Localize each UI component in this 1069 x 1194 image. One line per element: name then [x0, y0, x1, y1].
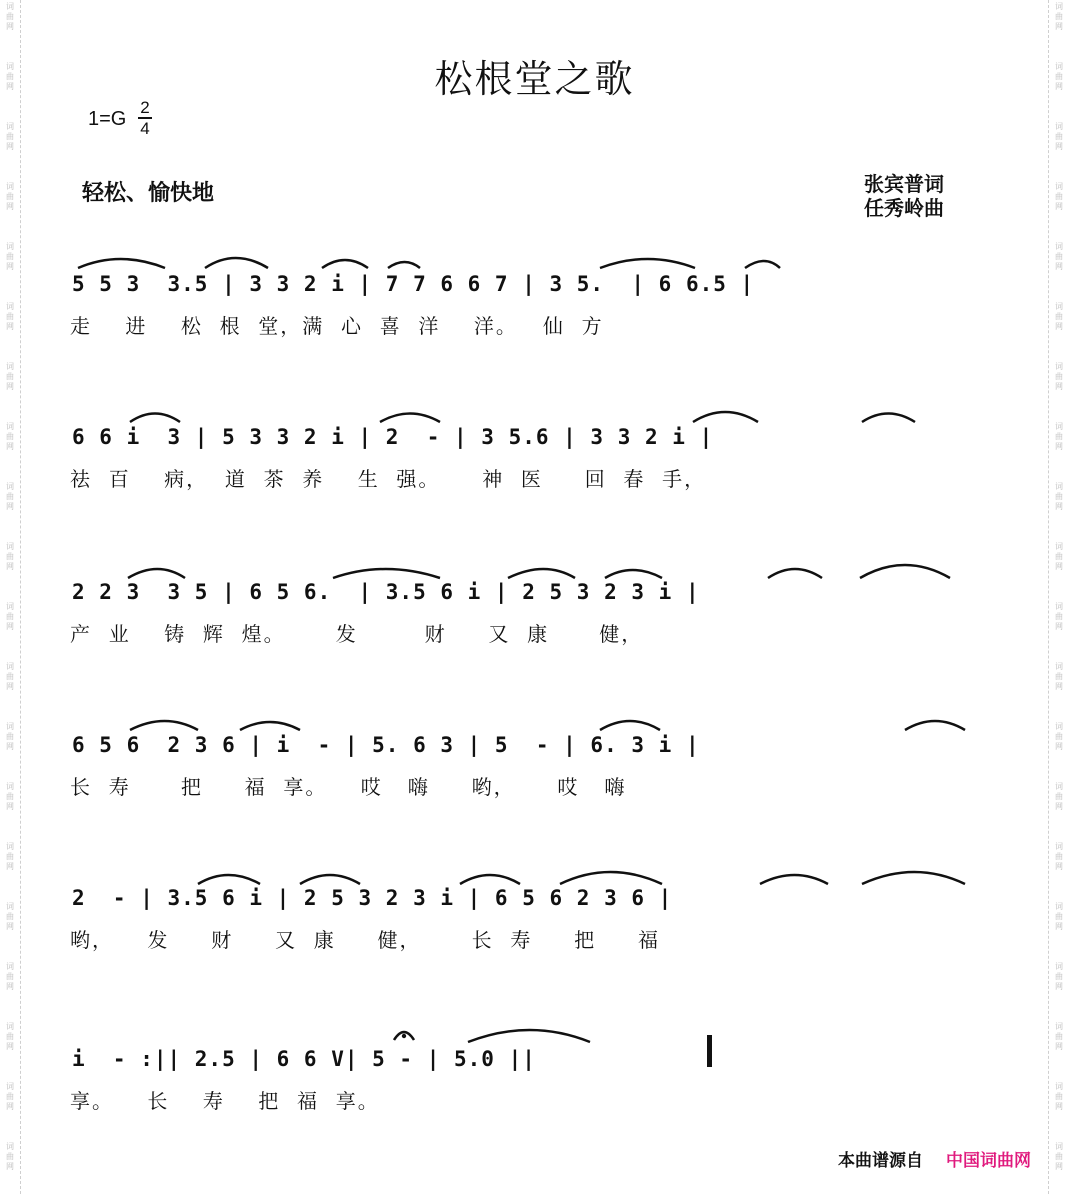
- slur-arc: [693, 412, 758, 422]
- slur-arc: [130, 721, 198, 730]
- slur-arc: [862, 872, 965, 884]
- watermark-text: 词 曲 网: [1055, 782, 1063, 811]
- jianpu-notes: 2 - | 3.5 6 i | 2 5 3 2 3 i | 6 5 6 2 3 6 |: [72, 886, 673, 910]
- slur-arc: [605, 570, 662, 578]
- jianpu-notes: 5 5 3 3.5 | 3 3 2 i | 7 7 6 6 7 | 3 5. | 6 6.5 |: [72, 272, 755, 296]
- watermark-text: 词 曲 网: [1055, 1142, 1063, 1171]
- lyrics-row: 产 业 铸 辉 煌。 发 财 又 康 健，: [70, 622, 644, 646]
- watermark-text: 词 曲 网: [6, 1022, 14, 1051]
- lyricist-credit: 张宾普词: [864, 172, 944, 196]
- watermark-text: 词 曲 网: [6, 422, 14, 451]
- slur-arc: [333, 569, 440, 578]
- final-barline: [707, 1035, 712, 1067]
- watermark-text: 词 曲 网: [1055, 242, 1063, 271]
- jianpu-notes: 6 6 i 3 | 5 3 3 2 i | 2 - | 3 5.6 | 3 3 2 i |: [72, 425, 714, 449]
- jianpu-notes: 2 2 3 3 5 | 6 5 6. | 3.5 6 i | 2 5 3 2 3 i |: [72, 580, 700, 604]
- watermark-text: 词 曲 网: [1055, 602, 1063, 631]
- slur-arc: [78, 259, 165, 268]
- watermark-text: 词 曲 网: [1055, 122, 1063, 151]
- watermark-text: 词 曲 网: [1055, 182, 1063, 211]
- watermark-text: 词 曲 网: [6, 182, 14, 211]
- lyrics-row: 长 寿 把 福 享。 哎 嗨 哟， 哎 嗨: [70, 775, 627, 799]
- watermark-text: 词 曲 网: [1055, 302, 1063, 331]
- slur-arc: [560, 872, 662, 884]
- slur-arc: [205, 258, 268, 268]
- slur-arc: [862, 414, 915, 423]
- jianpu-notes: i - :|| 2.5 | 6 6 V| 5 - | 5.0 ||: [72, 1047, 536, 1071]
- lyrics-row: 祛 百 病， 道 茶 养 生 强。 神 医 回 春 手，: [70, 467, 707, 491]
- slur-arc: [760, 875, 828, 884]
- meter-top: 2: [140, 98, 150, 117]
- slur-arc: [905, 721, 965, 730]
- lyrics-row: 享。 长 寿 把 福 享。: [70, 1089, 380, 1113]
- slur-arc: [768, 569, 822, 578]
- watermark-text: 词 曲 网: [6, 962, 14, 991]
- slur-arc: [860, 565, 950, 578]
- watermark-text: 词 曲 网: [1055, 542, 1063, 571]
- composer-credit: 任秀岭曲: [864, 196, 944, 220]
- watermark-text: 词 曲 网: [6, 602, 14, 631]
- lyrics-row: 走 进 松 根 堂，满 心 喜 洋 洋。 仙 方: [70, 314, 604, 338]
- slur-arc: [130, 414, 180, 423]
- slur-arc: [460, 875, 520, 884]
- slur-arc: [745, 261, 780, 268]
- watermark-text: 词 曲 网: [1055, 422, 1063, 451]
- watermark-text: 词 曲 网: [1055, 962, 1063, 991]
- meter-bottom: 4: [140, 119, 150, 138]
- slur-arc: [300, 875, 360, 884]
- watermark-text: 词 曲 网: [6, 662, 14, 691]
- slur-arc: [380, 414, 440, 423]
- watermark-text: 词 曲 网: [1055, 362, 1063, 391]
- slur-arc: [468, 1030, 590, 1042]
- slur-arc: [600, 721, 660, 730]
- watermark-text: 词 曲 网: [6, 2, 14, 31]
- watermark-text: 词 曲 网: [6, 842, 14, 871]
- watermark-text: 词 曲 网: [6, 242, 14, 271]
- watermark-text: 词 曲 网: [1055, 662, 1063, 691]
- watermark-text: 词 曲 网: [1055, 2, 1063, 31]
- watermark-text: 词 曲 网: [6, 1142, 14, 1171]
- watermark-text: 词 曲 网: [6, 722, 14, 751]
- slur-arc: [198, 875, 260, 884]
- key-signature: 1=G: [88, 108, 127, 130]
- watermark-text: 词 曲 网: [1055, 62, 1063, 91]
- watermark-text: 词 曲 网: [1055, 1022, 1063, 1051]
- slur-arc: [322, 260, 368, 268]
- slur-arc: [128, 569, 185, 578]
- tempo-marking: 轻松、愉快地: [82, 180, 215, 206]
- slur-arc: [508, 569, 575, 578]
- jianpu-notes: 6 5 6 2 3 6 | i - | 5. 6 3 | 5 - | 6. 3 i |: [72, 733, 700, 757]
- watermark-text: 词 曲 网: [6, 362, 14, 391]
- slur-arc: [600, 259, 695, 268]
- song-title: 松根堂之歌: [434, 57, 635, 101]
- watermark-text: 词 曲 网: [6, 302, 14, 331]
- lyrics-row: 哟， 发 财 又 康 健， 长 寿 把 福: [70, 928, 660, 952]
- watermark-text: 词 曲 网: [1055, 482, 1063, 511]
- watermark-text: 词 曲 网: [6, 902, 14, 931]
- watermark-text: 词 曲 网: [6, 542, 14, 571]
- watermark-text: 词 曲 网: [6, 122, 14, 151]
- watermark-text: 词 曲 网: [6, 482, 14, 511]
- slur-arc: [388, 262, 420, 268]
- watermark-text: 词 曲 网: [1055, 1082, 1063, 1111]
- watermark-text: 词 曲 网: [6, 782, 14, 811]
- fermata-dot: [402, 1034, 406, 1038]
- site-name[interactable]: 中国词曲网: [946, 1151, 1031, 1171]
- watermark-text: 词 曲 网: [1055, 722, 1063, 751]
- watermark-text: 词 曲 网: [1055, 902, 1063, 931]
- slur-arc: [240, 722, 300, 730]
- watermark-text: 词 曲 网: [6, 62, 14, 91]
- watermark-text: 词 曲 网: [1055, 842, 1063, 871]
- source-label: 本曲谱源自: [838, 1151, 923, 1171]
- watermark-text: 词 曲 网: [6, 1082, 14, 1111]
